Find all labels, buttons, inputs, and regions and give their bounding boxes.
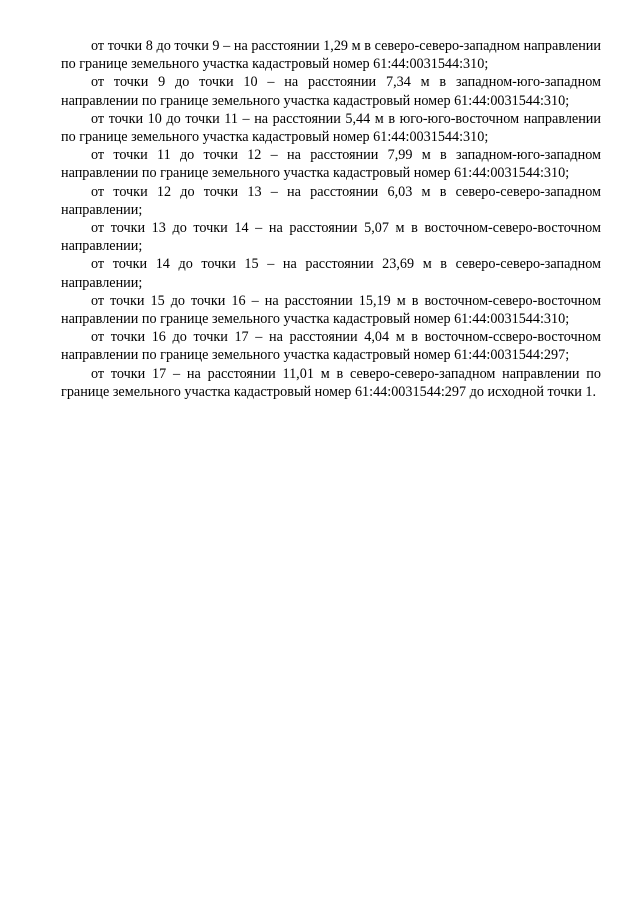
boundary-paragraph-13-14: от точки 13 до точки 14 – на расстоянии 5,07 м в восточном-северо-восточном направлении; bbox=[61, 220, 601, 255]
boundary-paragraph-17-1: от точки 17 – на расстоянии 11,01 м в северо-северо-западном направлении по границе земельного участка кадастровый номер 61:44:0031544:297 до исходной точки 1. bbox=[61, 365, 601, 400]
boundary-paragraph-11-12: от точки 11 до точки 12 – на расстоянии 7,99 м в западном-юго-западном направлении по границе земельного участка кадастровый номер 61:44:0031544:310; bbox=[61, 147, 601, 182]
boundary-paragraph-16-17: от точки 16 до точки 17 – на расстоянии 4,04 м в восточном-ссверо-восточном направлении по границе земельного участка кадастровый номер 61:44:0031544:297; bbox=[61, 329, 601, 364]
boundary-paragraph-8-9: от точки 8 до точки 9 – на расстоянии 1,29 м в северо-северо-западном направлении по границе земельного участка кадастровый номер 61:44:0031544:310; bbox=[61, 38, 601, 73]
document-page bbox=[61, 37, 601, 401]
boundary-paragraph-10-11: от точки 10 до точки 11 – на расстоянии 5,44 м в юго-юго-восточном направлении по границе земельного участка кадастровый номер 61:44:0031544:310; bbox=[61, 110, 601, 146]
boundary-paragraph-9-10: от точки 9 до точки 10 – на расстоянии 7,34 м в западном-юго-западном направлении по границе земельного участка кадастровый номер 61:44:0031544:310; bbox=[61, 74, 601, 109]
boundary-paragraph-14-15: от точки 14 до точки 15 – на расстоянии 23,69 м в северо-северо-западном направлении; bbox=[61, 256, 601, 291]
boundary-paragraph-12-13: от точки 12 до точки 13 – на расстоянии 6,03 м в северо-северо-западном направлении; bbox=[61, 183, 601, 218]
boundary-paragraph-15-16: от точки 15 до точки 16 – на расстоянии 15,19 м в восточном-северо-восточном направлении по границе земельного участка кадастровый номер 61:44:0031544:310; bbox=[61, 292, 601, 328]
